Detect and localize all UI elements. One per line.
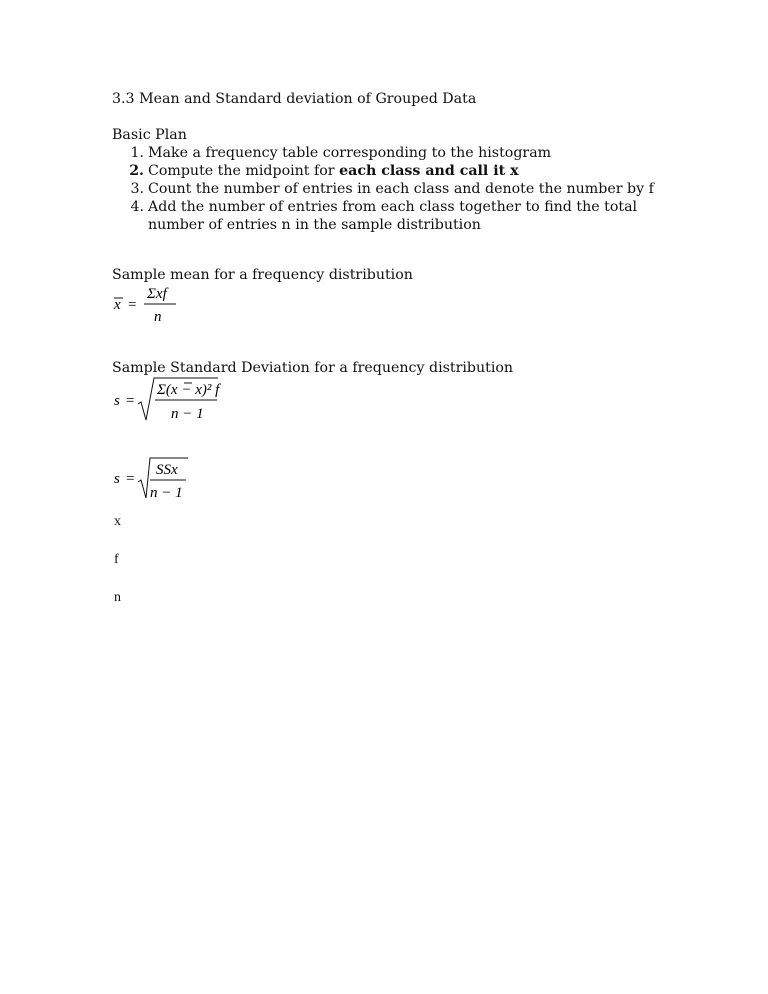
step-number: 4. bbox=[130, 199, 144, 215]
plan-step bbox=[112, 198, 668, 234]
variable-label: f bbox=[114, 552, 119, 567]
step-number: 3. bbox=[130, 181, 144, 197]
mean-numerator: Σxf bbox=[147, 286, 167, 302]
step-number: 1. bbox=[130, 145, 144, 161]
plan-step bbox=[112, 144, 668, 162]
sd2-numerator: SSx bbox=[156, 462, 178, 478]
mean-section-title: Sample mean for a frequency distribution bbox=[112, 267, 413, 283]
mean-formula bbox=[110, 282, 190, 326]
plan-steps-list bbox=[112, 144, 668, 234]
sd-section-title: Sample Standard Deviation for a frequency distribution bbox=[112, 360, 514, 376]
plan-title: Basic Plan bbox=[112, 127, 187, 143]
mean-lhs: x bbox=[114, 297, 121, 313]
step-text: Count the number of entries in each class and denote the number by f bbox=[148, 181, 654, 197]
plan-step bbox=[112, 180, 668, 198]
sd1-lhs: s bbox=[114, 393, 120, 409]
step-number: 2. bbox=[129, 163, 144, 179]
mean-denominator: n bbox=[154, 309, 162, 325]
section-heading: 3.3 Mean and Standard deviation of Grouped Data bbox=[112, 91, 477, 107]
sd-formula-2 bbox=[110, 452, 200, 504]
sd1-denominator: n − 1 bbox=[171, 406, 204, 422]
step-text: Add the number of entries from each class together to find the total number of entries n in the sample distribution bbox=[148, 199, 638, 233]
sd2-denominator: n − 1 bbox=[150, 485, 183, 501]
sd2-eq: = bbox=[126, 471, 135, 487]
sd1-numerator: Σ(x − x)² f bbox=[157, 382, 220, 398]
step-text-bold: each class and call it x bbox=[339, 163, 519, 179]
mean-eq: = bbox=[128, 297, 137, 313]
sd1-eq: = bbox=[126, 393, 135, 409]
sd2-lhs: s bbox=[114, 471, 120, 487]
sd-formula-1 bbox=[110, 374, 230, 426]
step-text: Compute the midpoint for bbox=[148, 163, 340, 179]
variable-label: n bbox=[114, 590, 121, 605]
variable-label: x bbox=[114, 514, 121, 529]
step-text: Make a frequency table corresponding to the histogram bbox=[148, 145, 552, 161]
plan-step bbox=[112, 162, 668, 180]
